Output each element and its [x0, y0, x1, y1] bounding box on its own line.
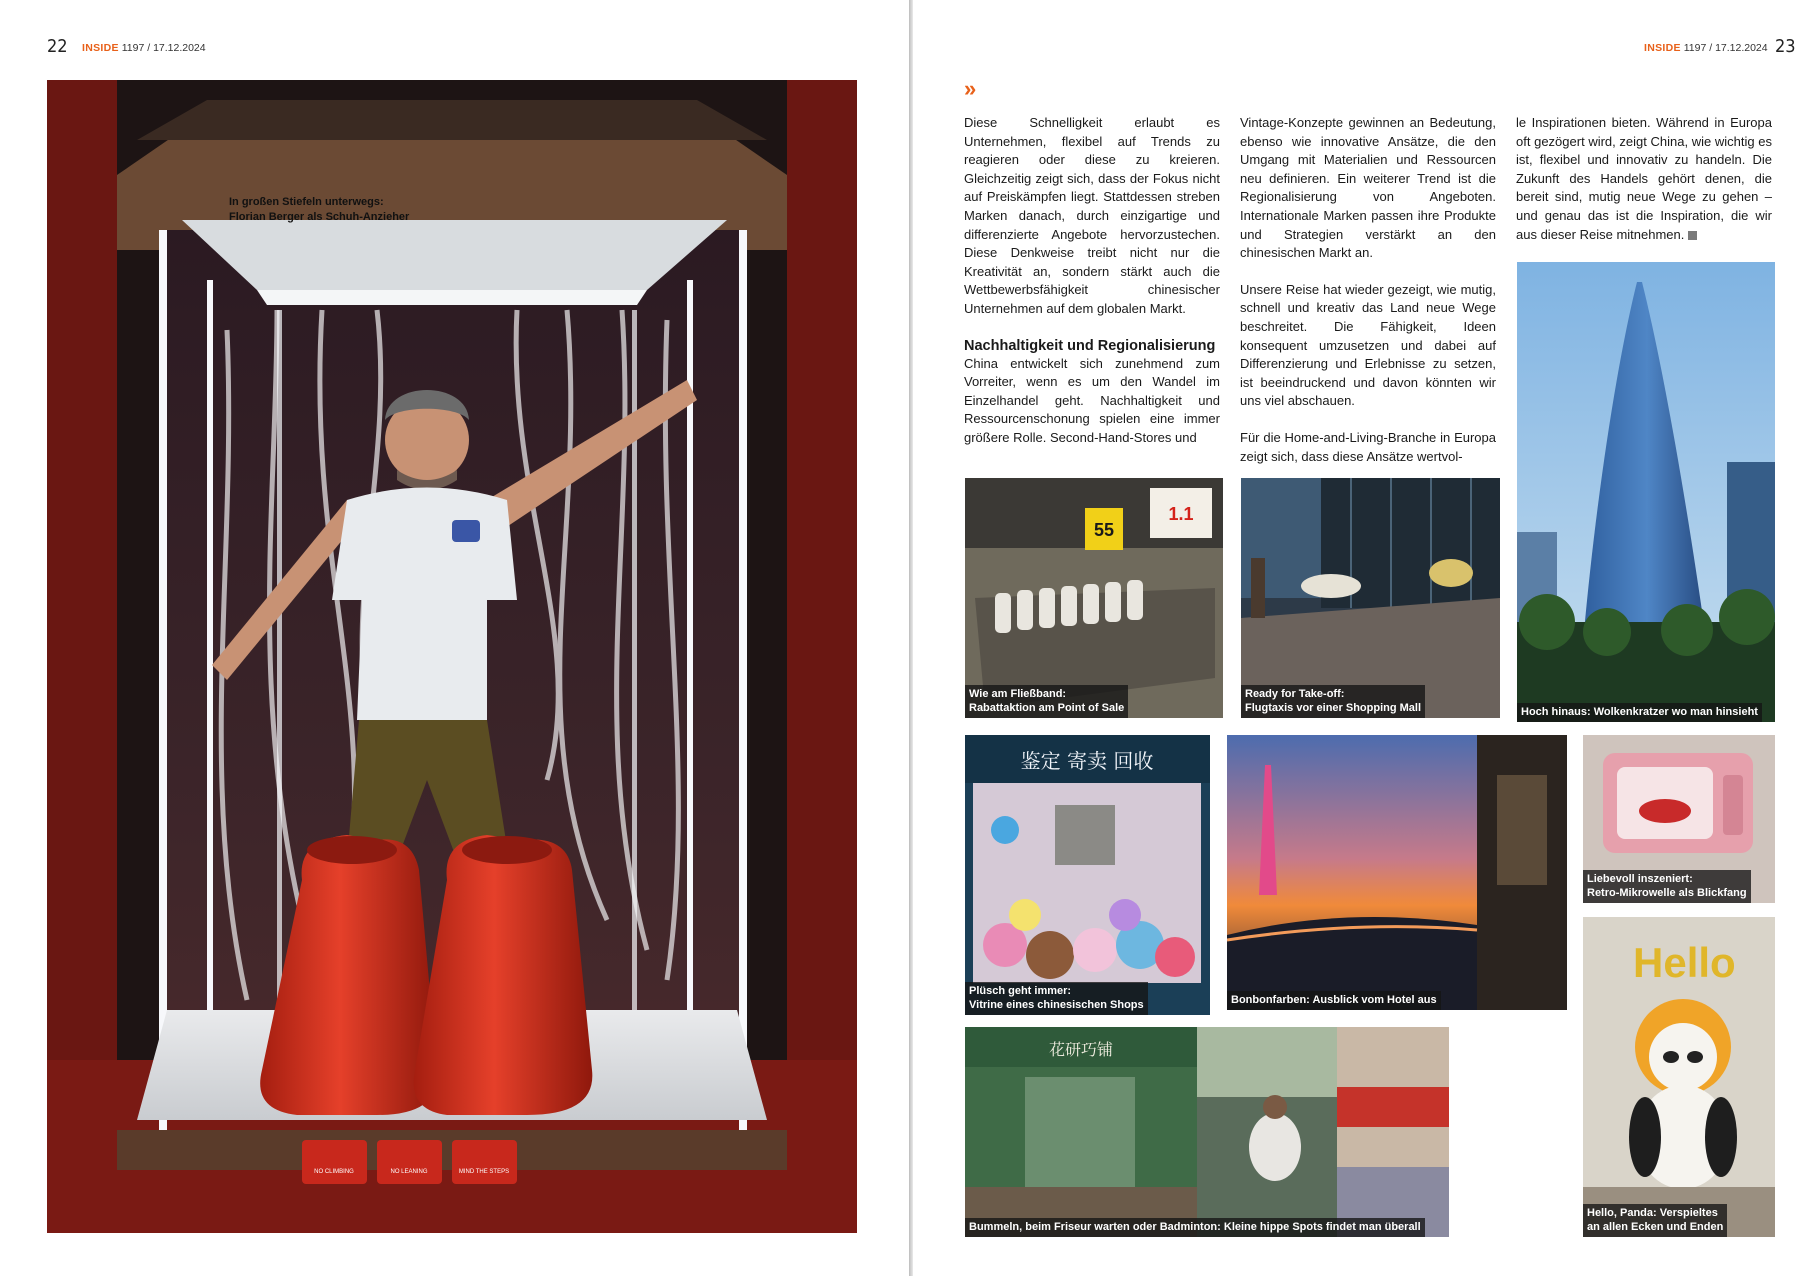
issue-info: 1197 / 17.12.2024	[121, 42, 206, 54]
col2-paragraph-1: Vintage-Konzepte gewinnen an Bedeutung, ebenso wie innovative Ansätze, die den Umgang mit Materialien und Ressourcen neu definieren. Ein weiterer Trend ist die Regionalisierung von Angeboten. Internationale Marken passen ihre Produkte und Strategien verstärkt an den chinesischen Markt an.	[1240, 115, 1496, 261]
photo-flytaxi	[1241, 478, 1500, 718]
caption-flytaxi	[1241, 685, 1425, 718]
page-number-right: 23	[1775, 36, 1796, 57]
caption-panda	[1583, 1204, 1727, 1237]
brand-label-right: INSIDE	[1644, 42, 1681, 54]
text-column-3	[1516, 114, 1772, 262]
caption-streets	[965, 1218, 1425, 1237]
photo-panda	[1583, 917, 1775, 1237]
caption-flytaxi-line1: Ready for Take-off:	[1245, 688, 1345, 700]
col3-paragraph	[1516, 114, 1772, 244]
issue-info-right: 1197 / 17.12.2024	[1683, 42, 1768, 54]
col3-text: le Inspirationen bieten. Während in Europa oft gezögert wird, zeigt China, wie wichtig es ist, flexibel und innovativ zu handeln. Die Zukunft des Handels gehört denen, die bereit sind, mutig neue Wege zu gehen – und genau das ist die Inspiration, die wir aus dieser Reise mitnehmen.	[1516, 115, 1772, 242]
caption-streets-line1: Bummeln, beim Friseur warten oder Badminton: Kleine hippe Spots findet man überall	[969, 1221, 1421, 1233]
caption-microwave-line2: Retro-Mikrowelle als Blickfang	[1587, 887, 1747, 899]
caption-panda-line1: Hello, Panda: Verspieltes	[1587, 1207, 1718, 1219]
photo-microwave	[1583, 735, 1775, 903]
promo-text: 1.1	[1168, 504, 1194, 524]
sign-no-climbing: NO CLIMBING	[314, 1169, 354, 1175]
hero-caption-line1: In großen Stiefeln unterwegs:	[229, 196, 384, 208]
caption-plush	[965, 982, 1148, 1015]
photo-streets	[965, 1027, 1449, 1237]
page-number-left: 22	[47, 36, 68, 57]
hero-caption	[229, 195, 409, 225]
issue-header-right	[1644, 42, 1768, 54]
brand-label: INSIDE	[82, 42, 119, 54]
photo-hotelview	[1227, 735, 1567, 1010]
col1-paragraph-1: Diese Schnelligkeit erlaubt es Unternehmen, flexibel auf Trends zu reagieren oder diese zu kreieren. Gleichzeitig zeigt sich, dass der Fokus nicht auf Preiskämpfen liegt. Stattdessen streben Marken danach, durch einzigartige und differenzierte Angebote hervorzustechen. Diese Denkweise treibt nicht nur die Kreativität an, sondern stärkt auch die Wettbewerbsfähigkeit chinesischer Unternehmen auf dem globalen Markt.	[964, 115, 1220, 316]
caption-conveyor-line1: Wie am Fließband:	[969, 688, 1067, 700]
caption-plush-line1: Plüsch geht immer:	[969, 985, 1072, 997]
caption-conveyor-line2: Rabattaktion am Point of Sale	[969, 702, 1125, 714]
caption-microwave	[1583, 870, 1751, 903]
panda-wall-text: Hello	[1633, 939, 1736, 986]
caption-panda-line2: an allen Ecken und Enden	[1587, 1221, 1724, 1233]
price-tag-text: 55	[1093, 520, 1115, 540]
col1-paragraph-2: China entwickelt sich zunehmend zum Vorreiter, wenn es um den Wandel im Einzelhandel geht. Nachhaltigkeit und Ressourcenschonung spielen eine immer größere Rolle. Second-Hand-Stores und	[964, 355, 1220, 445]
sign-mind-steps: MIND THE STEPS	[458, 1169, 510, 1175]
photo-plush	[965, 735, 1210, 1015]
hero-caption-line2: Florian Berger als Schuh-Anzieher	[229, 211, 410, 223]
text-column-1	[964, 114, 1220, 466]
street-shop-sign: 花研巧铺	[1048, 1040, 1114, 1059]
hero-photo	[47, 80, 857, 1233]
photo-conveyor	[965, 478, 1223, 718]
end-mark-icon	[1688, 231, 1697, 240]
photo-skyscraper	[1517, 262, 1775, 722]
warning-signs	[302, 1140, 517, 1184]
plush-shop-sign: 鉴定 寄卖 回收	[1020, 749, 1154, 773]
subheading: Nachhaltigkeit und Regionalisierung	[964, 337, 1216, 354]
quote-mark: »	[964, 76, 977, 101]
caption-microwave-line1: Liebevoll inszeniert:	[1587, 873, 1693, 885]
text-column-2	[1240, 114, 1496, 484]
caption-skyscraper	[1517, 703, 1762, 722]
caption-plush-line2: Vitrine eines chinesischen Shops	[969, 999, 1144, 1011]
caption-conveyor	[965, 685, 1128, 718]
caption-hotelview-line1: Bonbonfarben: Ausblick vom Hotel aus	[1231, 994, 1437, 1006]
col2-paragraph-2: Unsere Reise hat wieder gezeigt, wie mutig, schnell und kreativ das Land neue Wege beschreitet. Die Fähigkeit, Ideen konsequent umzusetzen und dabei auf Differenzierung und Erlebnisse zu setzen, ist beeindruckend und davon könnten wir uns viel abschauen.	[1240, 281, 1496, 409]
caption-flytaxi-line2: Flugtaxis vor einer Shopping Mall	[1245, 702, 1422, 714]
col2-paragraph-3: Für die Home-and-Living-Branche in Europa zeigt sich, dass diese Ansätze wertvol-	[1240, 429, 1496, 464]
caption-skyscraper-line1: Hoch hinaus: Wolkenkratzer wo man hinsieht	[1521, 706, 1758, 718]
caption-hotelview	[1227, 991, 1441, 1010]
issue-header-left	[82, 42, 206, 54]
sign-no-leaning: NO LEANING	[390, 1169, 428, 1175]
boot-booth-illustration	[47, 80, 857, 1233]
